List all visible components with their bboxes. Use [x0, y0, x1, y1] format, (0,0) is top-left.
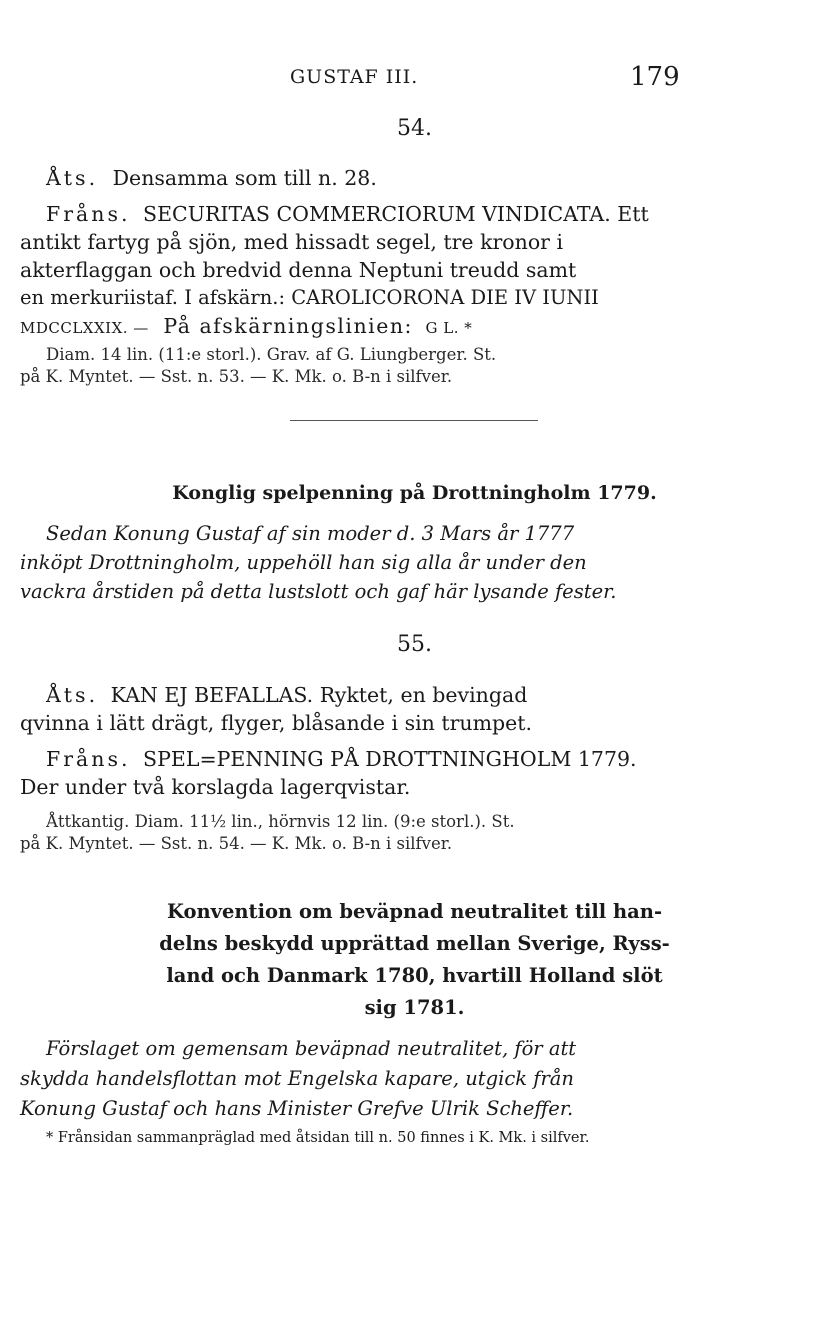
entry54-frans-line [46, 202, 649, 226]
frans-text: SPEL=PENNING PÅ DROTTNINGHOLM 1779. [143, 747, 637, 771]
ats-text: Densamma som till n. 28. [112, 166, 377, 190]
entry-number-54: 54. [397, 116, 432, 141]
line5-date: MDCCLXXIX. — [20, 319, 149, 337]
entry54-line5 [20, 314, 472, 338]
section1-intro-line1: Sedan Konung Gustaf af sin moder d. 3 Mars år 1777 [46, 522, 575, 545]
entry55-diam-line2: på K. Myntet. — Sst. n. 54. — K. Mk. o. B-n i silfver. [20, 834, 453, 853]
ats-text: KAN EJ BEFALLAS. Ryktet, en bevingad [110, 683, 528, 707]
section-divider [290, 420, 538, 421]
section-heading-line4: sig 1781. [364, 996, 465, 1019]
section-heading-line2: delns beskydd upprättad mellan Sverige, Ryss- [159, 932, 670, 955]
entry55-diam-line1: Åttkantig. Diam. 11½ lin., hörnvis 12 lin. (9:e storl.). St. [46, 812, 515, 831]
entry55-ats-line [46, 683, 527, 707]
entry54-diam-line1: Diam. 14 lin. (11:e storl.). Grav. af G. Liungberger. St. [46, 345, 497, 364]
section2-intro-line2: skydda handelsflottan mot Engelska kapare, utgick från [20, 1067, 574, 1090]
entry55-line2: qvinna i lätt drägt, flyger, blåsande i sin trumpet. [20, 711, 533, 735]
running-title: GUSTAF III. [290, 66, 419, 88]
entry54-line4: en merkuriistaf. I afskärn.: CAROLICORONA DIE IV IUNII [20, 286, 599, 309]
footnote: * Frånsidan sammanpräglad med åtsidan till n. 50 finnes i K. Mk. i silfver. [46, 1130, 590, 1146]
entry55-frans-line [46, 747, 637, 771]
line5-mark: G L. * [425, 319, 473, 337]
section-heading-line3: land och Danmark 1780, hvartill Holland slöt [166, 964, 663, 987]
entry54-line3: akterflaggan och bredvid denna Neptuni treudd samt [20, 258, 577, 282]
entry54-line2: antikt fartyg på sjön, med hissadt segel, tre kronor i [20, 230, 564, 254]
page-number: 179 [630, 62, 680, 92]
frans-label: Fråns. [46, 202, 131, 226]
entry54-ats-line [46, 166, 377, 190]
section1-intro-line3: vackra årstiden på detta lustslott och gaf här lysande fester. [20, 580, 617, 603]
frans-label: Fråns. [46, 747, 131, 771]
entry-number-55: 55. [397, 632, 432, 657]
page-header [0, 62, 829, 96]
entry55-line4: Der under två korslagda lagerqvistar. [20, 775, 411, 799]
section-heading-line1: Konvention om beväpnad neutralitet till han- [166, 900, 663, 923]
line5-text: På afskärningslinien: [163, 314, 413, 338]
ats-label: Åts. [46, 166, 99, 190]
section1-intro-line2: inköpt Drottningholm, uppehöll han sig alla år under den [20, 551, 587, 574]
entry54-diam-line2: på K. Myntet. — Sst. n. 53. — K. Mk. o. B-n i silfver. [20, 367, 453, 386]
section-heading-spelpenning: Konglig spelpenning på Drottningholm 1779. [172, 482, 657, 504]
frans-text: SECURITAS COMMERCIORUM VINDICATA. Ett [143, 202, 649, 226]
ats-label: Åts. [46, 683, 99, 707]
section2-intro-line3: Konung Gustaf och hans Minister Grefve Ulrik Scheffer. [20, 1097, 574, 1120]
section2-intro-line1: Förslaget om gemensam beväpnad neutralitet, för att [46, 1037, 577, 1060]
